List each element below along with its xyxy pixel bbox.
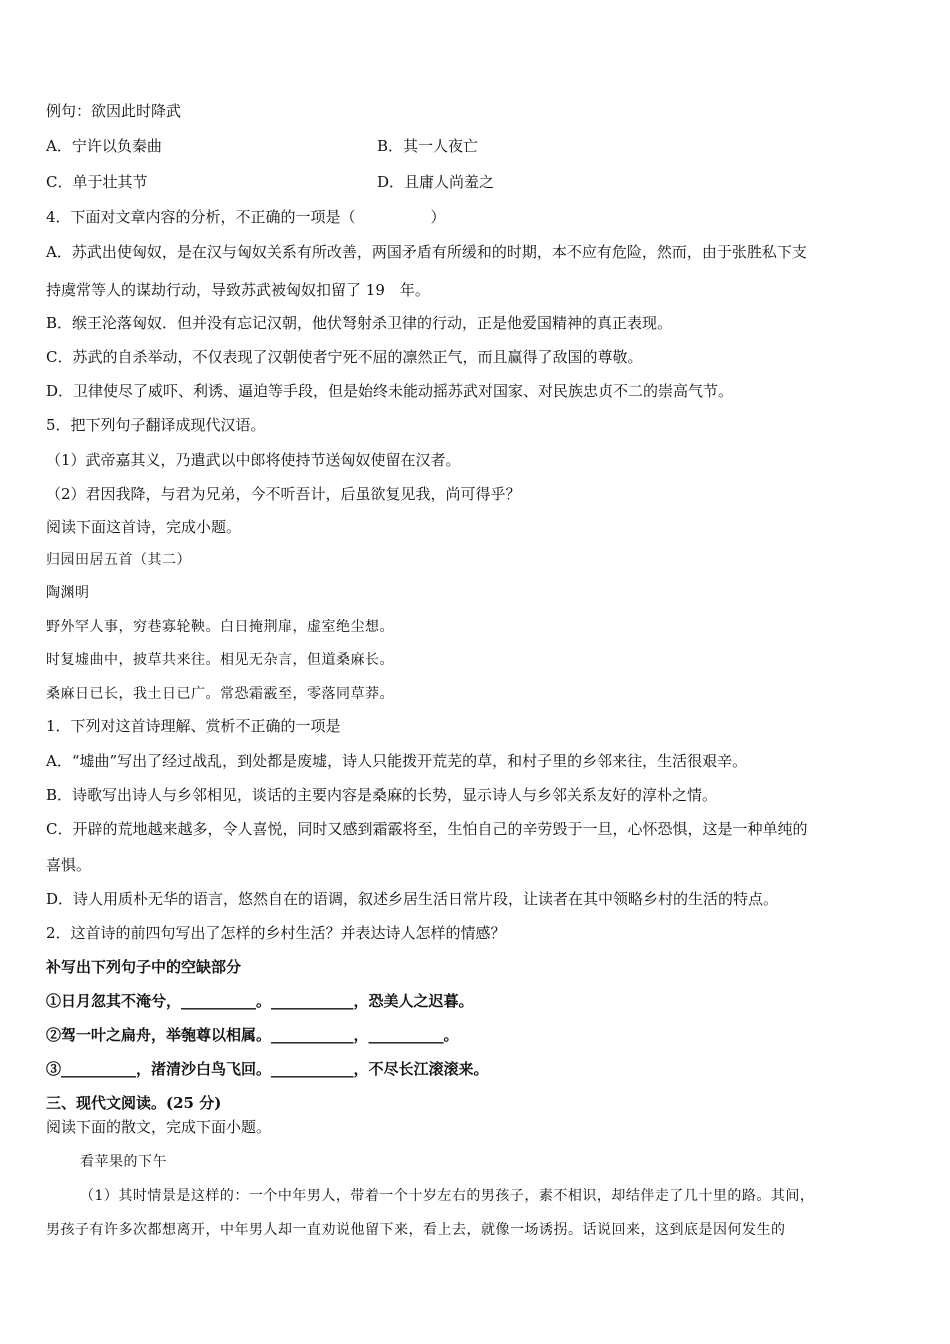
poem-question-1-option-a: A．“墟曲”写出了经过战乱，到处都是废墟，诗人只能拨开荒芜的草，和村子里的乡邻来往，生活很艰辛。 [46,752,748,770]
poem-question-1-option-c-cont: 喜惧。 [46,856,92,874]
question-4: 4．下面对文章内容的分析，不正确的一项是（ ） [46,208,446,226]
essay-paragraph-1-cont: 男孩子有许多次都想离开，中年男人却一直劝说他留下来，看上去，就像一场诱拐。话说回来，这到底是因何发生的 [46,1222,786,1238]
poem-title: 归园田居五首（其二） [46,552,191,568]
poem-question-1: 1．下列对这首诗理解、赏析不正确的一项是 [46,717,341,735]
poem-question-2: 2．这首诗的前四句写出了怎样的乡村生活？并表达诗人怎样的情感？ [46,924,506,942]
poem-line-2: 时复墟曲中，披草共来往。相见无杂言，但道桑麻长。 [46,652,394,668]
question-5-item-2: （2）君因我降，与君为兄弟，今不听吾计，后虽欲复见我，尚可得乎？ [46,485,521,503]
section-3-heading: 三、现代文阅读。(25 分) [46,1094,222,1112]
question-4-option-b: B．缑王沦落匈奴．但并没有忘记汉朝，他伏弩射杀卫律的行动，正是他爱国精神的真正表现。 [46,314,673,332]
question-4-option-c: C．苏武的自杀举动，不仅表现了汉朝使者宁死不屈的凛然正气，而且赢得了敌国的尊敬。 [46,348,643,366]
fill-item-3: ③__________，渚清沙白鸟飞回。___________，不尽长江滚滚来。 [46,1060,489,1078]
question-4-option-a-cont: 持虞常等人的谋劫行动，导致苏武被匈奴扣留了 19 年。 [46,281,430,299]
option-a: A．宁许以负秦曲 [46,137,162,155]
poem-question-1-option-b: B．诗歌写出诗人与乡邻相见，谈话的主要内容是桑麻的长势，显示诗人与乡邻关系友好的淳朴之情。 [46,786,718,804]
example-sentence: 例句：欲因此时降武 [46,102,182,120]
question-5: 5．把下列句子翻译成现代汉语。 [46,416,266,434]
poem-question-1-option-d: D．诗人用质朴无华的语言，悠然自在的语调，叙述乡居生活日常片段，让读者在其中领略乡村的生活的特点。 [46,890,779,908]
poem-line-3: 桑麻日已长，我土日已广。常恐霜霰至，零落同草莽。 [46,686,394,702]
question-5-item-1: （1）武帝嘉其义，乃遣武以中郎将使持节送匈奴使留在汉者。 [46,451,461,469]
fill-item-2: ②驾一叶之扁舟，举匏尊以相属。___________，__________。 [46,1026,459,1044]
fill-item-1: ①日月忽其不淹兮，__________。___________，恐美人之迟暮。 [46,992,474,1010]
question-4-option-d: D．卫律使尽了威吓、利诱、逼迫等手段，但是始终未能动摇苏武对国家、对民族忠贞不二的崇高气节。 [46,382,734,400]
essay-paragraph-1: （1）其时情景是这样的：一个中年男人，带着一个十岁左右的男孩子，素不相识，却结伴走了几十里的路。其间， [80,1188,815,1204]
section-3-intro: 阅读下面的散文，完成下面小题。 [46,1118,272,1136]
essay-title: 看苹果的下午 [80,1154,167,1170]
poem-intro: 阅读下面这首诗，完成小题。 [46,518,242,536]
option-c: C．单于壮其节 [46,173,148,191]
question-4-option-a: A．苏武出使匈奴，是在汉与匈奴关系有所改善，两国矛盾有所缓和的时期，本不应有危险，然而，由于张胜私下支 [46,243,807,261]
poem-question-1-option-c: C．开辟的荒地越来越多，令人喜悦，同时又感到霜霰将至，生怕自己的辛劳毁于一旦，心怀恐惧，这是一种单纯的 [46,820,808,838]
poem-line-1: 野外罕人事，穷巷寡轮鞅。白日掩荆扉，虚室绝尘想。 [46,619,394,635]
option-d: D．且庸人尚羞之 [377,173,495,191]
option-b: B．其一人夜亡 [377,137,479,155]
fill-heading: 补写出下列句子中的空缺部分 [46,958,242,976]
poem-author: 陶渊明 [46,585,90,601]
